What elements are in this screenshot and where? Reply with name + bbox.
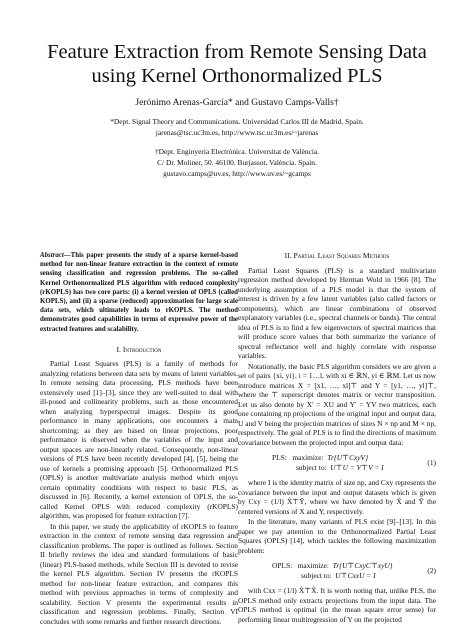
- affiliation-1-line-1: *Dept. Signal Theory and Communications. Universidad Carlos III de Madrid. Spain.: [110, 117, 364, 126]
- equation-2-number: (2): [427, 565, 436, 575]
- pls-paragraph-3: where I is the identity matrix of size np, and Cxy represents the covariance between the input and output datasets which is given by Cxy = (1/l) X̃⊤Ỹ, where we have denoted by X̃ and Ỹ the centered versions of X and Y, respectively.: [238, 478, 436, 516]
- equation-2-row-1: [272, 561, 393, 571]
- affiliation-1-line-2: jarenas@tsc.uc3m.es, http://www.tsc.uc3m.es/~jarenas: [155, 128, 319, 137]
- equation-2-label: OPLS:: [272, 561, 293, 570]
- equation-1-maximize: maximize:: [292, 453, 324, 462]
- affiliation-2: [0, 146, 474, 179]
- equation-2-subject: subject to:: [301, 570, 332, 580]
- right-column: [238, 251, 436, 625]
- equation-2-constraint: U⊤CxxU = I: [335, 570, 376, 580]
- left-column: [40, 251, 238, 627]
- equation-2-body: [272, 561, 393, 580]
- equation-1: [238, 453, 436, 472]
- pls-paragraph-4: In the literature, many variants of PLS exist [9]–[13]. In this paper we pay attention to the Orthonormalized Partial Least Squares (OPLS) [14], which tackles the following maximization problem:: [238, 517, 436, 555]
- affiliation-2-line-1: †Dept. Enginyeria Electrònica. Universitat de València.: [154, 147, 320, 156]
- equation-1-row-1: [272, 453, 384, 463]
- equation-2: [238, 561, 436, 580]
- equation-1-constraint: U⊤U = V⊤V = I: [330, 462, 384, 472]
- paper-title: [0, 40, 474, 88]
- affiliation-2-line-2: C/ Dr. Moliner, 50. 46100. Burjassot, València. Spain.: [157, 158, 317, 167]
- equation-2-row-2: [272, 571, 393, 581]
- pls-paragraph-1: Partial Least Squares (PLS) is a standard multivariate regression method developed by Herman Wold in 1966 [8]. The underlying assumption of a PLS model is that the system of interest is driven by a few latent variables (also called factors or components), which are linear combinations of observed explanatory variables (i.e., spectral channels or bands). The central idea of PLS is to find a few eigenvectors of spectral matrices that will produce score values that both summarize the variance of spectral reflectance well and highly correlate with response variables.: [238, 265, 436, 360]
- equation-1-subject: subject to:: [296, 462, 327, 472]
- equation-2-maximize: maximize:: [297, 561, 329, 570]
- equation-1-row-2: [272, 463, 384, 473]
- equation-1-body: [272, 453, 384, 472]
- intro-paragraph-1: Partial Least Squares (PLS) is a family of methods for analyzing relations between data sets by means of latent variables. In remote sensing data processing, PLS methods have been extensively used [1]–[3], since they are well-suited to deal with ill-posed and collinearity problems, such as those encountered when analyzing hyperspectral images. Despite its good performance in many applications, one encounters a main shortcoming; as they are based on linear projections, poor performance is observed when the variables of the input and output spaces are non-linearly related. Consequently, non-linear versions of PLS have been recently developed [4], [5], being the use of kernels a promising approach [5]. Orthonormalized PLS (OPLS) is another multivariate analysis method which enjoys certain optimality conditions with respect to basic PLS, as discussed in [6]. Recently, a kernel extension of OPLS, the so-called Kernel OPLS with reduced complexity (rKOPLS) algorithm, was proposed for feature extraction [7].: [40, 359, 238, 521]
- equation-2-objective: Tr{U⊤CxyC⊤xyU}: [332, 561, 393, 570]
- title-line-2: using Kernel Orthonormalized PLS: [91, 65, 383, 87]
- pls-paragraph-2: Notationally, the basic PLS algorithm considers we are given a set of pairs {xi, yi}, i = 1…l, with xi ∈ ℝN, yi ∈ ℝM. Let us now introduce matrices X = [x1, …, xl]⊤ and Y = [y1, …, yl]⊤, where the ⊤ superscript denotes matrix or vector transposition. Let us also denote by X′ = XU and Y′ = YV two matrices, each one containing np projections of the original input and output data, U and V being the projection matrices of sizes N × np and M × np, respectively. The goal of PLS is to find the directions of maximum covariance between the projected input and output data:: [238, 361, 436, 447]
- equation-1-label: PLS:: [272, 453, 287, 462]
- title-line-1: Feature Extraction from Remote Sensing Data: [47, 41, 427, 63]
- equation-1-objective: Tr{U⊤CxyV}: [327, 453, 369, 462]
- authors: Jerónimo Arenas-García* and Gustavo Camps-Valls†: [135, 98, 339, 108]
- abstract-text: —This paper presents the study of a sparse kernel-based method for non-linear feature extraction in the context of remote sensing classification and regression problems. The so-called Kernel Orthonormalized PLS algorithm with reduced complexity (rKOPLS) has two core parts: (i) a kernel version of OPLS (called KOPLS), and (ii) a sparse (reduced) approximation for large scale data sets, which ultimately leads to rKOPLS. The method demonstrates good capabilities in terms of expressive power of the extracted features and scalability.: [40, 252, 238, 333]
- affiliation-1: [0, 116, 474, 138]
- abstract-lead: Abstract: [40, 252, 64, 259]
- pls-paragraph-5: with Cxx = (1/l) X̃⊤X̃. It is worth noting that, unlike PLS, the OPLS method only extracts projections from the input data. The OPLS method is optimal (in the mean square error sense) for performing linear multiregression of Y on the projected: [238, 586, 436, 624]
- abstract: [40, 251, 238, 334]
- affiliation-2-line-3: gustavo.camps@uv.es, http://www.uv.es/~gcamps: [163, 169, 311, 178]
- equation-1-number: (1): [427, 457, 436, 467]
- section-heading-introduction: I. Introduction: [116, 344, 162, 354]
- intro-paragraph-2: In this paper, we study the applicability of rKOPLS to feature extraction in the context of remote sensing data regression and classification problems. The paper is outlined as follows. Section II briefly reviews the idea and standard formulations of basic (linear) PLS-based methods, while Section III is devoted to revise the kernel PLS algorithm. Section IV presents the rKOPLS method for non-linear feature extraction, and compares this method with previous approaches in terms of complexity and scalability. Section V presents the experimental results in classification and regression problems. Finally, Section VI concludes with some remarks and further research directions.: [40, 521, 238, 626]
- section-heading-pls: II. Partial Least Squares Methods: [284, 251, 390, 260]
